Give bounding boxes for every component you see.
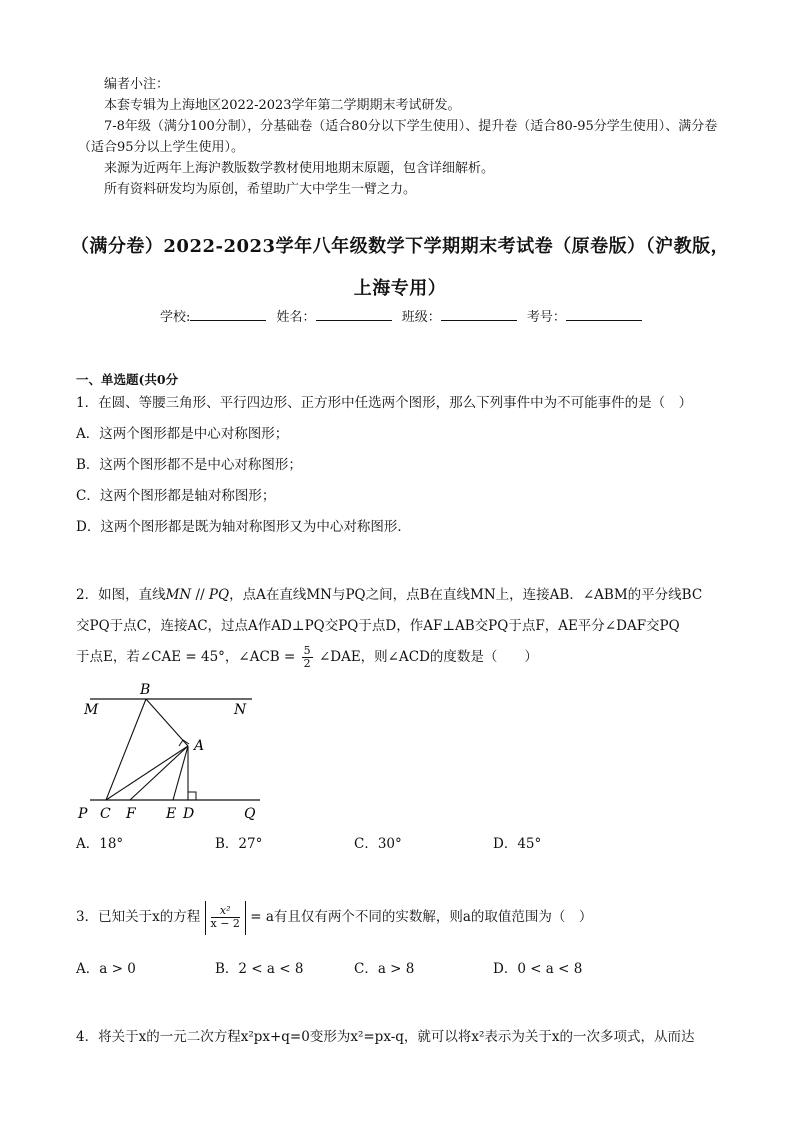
note-line: 所有资料研发均为原创，希望助广大中学生一臂之力。	[104, 182, 417, 197]
q4-stem: 4．将关于x的一元二次方程x²px+q=0变形为x²=px-q，就可以将x²表示为关于x的一次多项式，从而达	[76, 1029, 695, 1045]
label-Q: Q	[244, 806, 256, 822]
question-3: 3．已知关于x的方程 $\frac{\text{x²}}{x - 2}$ = a有且仅有两个不同的实数解，则a的取值范围为（ ）	[76, 898, 726, 936]
q2-option-a: A．18°	[76, 836, 124, 852]
student-info-row	[160, 306, 648, 325]
name-label: 姓名：	[276, 310, 316, 325]
note-line: 7-8年级（满分100分制），分基础卷（适合80分以下学生使用）、提升卷（适合80-95分学生使用）、满分卷（适合95分以上学生使用）。	[78, 119, 718, 155]
note-line: 来源为近两年上海沪教版数学教材使用地期末原题，包含详细解析。	[104, 161, 495, 176]
q2-line-1: 2．如图，直线MN // PQ，点A在直线MN与PQ之间，点B在直线MN上，连接AB．∠ABM的平分线BC	[76, 587, 703, 603]
q2-options	[76, 832, 716, 852]
editor-note	[78, 74, 728, 200]
school-label: 学校:	[160, 310, 191, 325]
q3-option-b: B．2 < a < 8	[215, 961, 304, 977]
exam-title: （满分卷）2022-2023学年八年级数学下学期期末考试卷（原卷版）（沪教版，上海专用）	[70, 236, 730, 299]
absolute-value-fraction: $\frac{\text{x²}}{x - 2}$	[205, 901, 246, 935]
q2-line-3: 于点E，若∠CAE = 45°，∠ACB = $\frac{5}{2}$ ∠DAE，则∠ACD的度数是（ ）	[76, 644, 538, 670]
fraction: $\frac{5}{2}$	[303, 644, 311, 670]
number-label: 考号：	[526, 310, 566, 325]
q2-option-c: C．30°	[354, 836, 402, 852]
q1-option-a: A．这两个图形都是中心对称图形；	[76, 426, 289, 442]
label-C: C	[100, 806, 111, 822]
label-E: E	[166, 806, 177, 822]
q3-options	[76, 957, 716, 977]
class-blank	[441, 308, 517, 321]
school-blank	[190, 308, 266, 321]
question-1	[76, 388, 726, 543]
q2-line-2: 交PQ于点C，连接AC，过点A作AD⊥PQ交PQ于点D，作AF⊥AB交PQ于点F，AE平分∠DAF交PQ	[76, 618, 680, 634]
name-blank	[316, 308, 392, 321]
label-B: B	[140, 682, 151, 698]
section-heading: 一、单选题(共0分	[76, 372, 179, 387]
q2-option-d: D．45°	[493, 836, 542, 852]
label-D: D	[183, 806, 195, 822]
question-4	[76, 1022, 726, 1053]
note-heading: 编者小注：	[104, 77, 170, 92]
q1-option-b: B．这两个图形都不是中心对称图形；	[76, 457, 302, 473]
label-P: P	[78, 806, 88, 822]
q2-option-b: B．27°	[215, 836, 263, 852]
label-M: M	[84, 702, 99, 718]
label-N: N	[234, 702, 247, 718]
class-label: 班级：	[401, 310, 441, 325]
q3-option-a: A．a > 0	[76, 961, 136, 977]
number-blank	[566, 308, 642, 321]
q3-option-d: D．0 < a < 8	[493, 961, 583, 977]
q1-option-c: C．这两个图形都是轴对称图形；	[76, 488, 276, 504]
geometry-figure	[76, 680, 276, 825]
label-A: A	[194, 738, 205, 754]
note-line: 本套专辑为上海地区2022-2023学年第二学期期末考试研发。	[104, 98, 461, 113]
q1-option-d: D．这两个图形都是既为轴对称图形又为中心对称图形．	[76, 519, 411, 535]
q3-option-c: C．a > 8	[354, 961, 415, 977]
question-2	[76, 580, 726, 673]
label-F: F	[126, 806, 136, 822]
q1-stem: 1．在圆、等腰三角形、平行四边形、正方形中任选两个图形，那么下列事件中为不可能事件的是（ ）	[76, 395, 693, 411]
